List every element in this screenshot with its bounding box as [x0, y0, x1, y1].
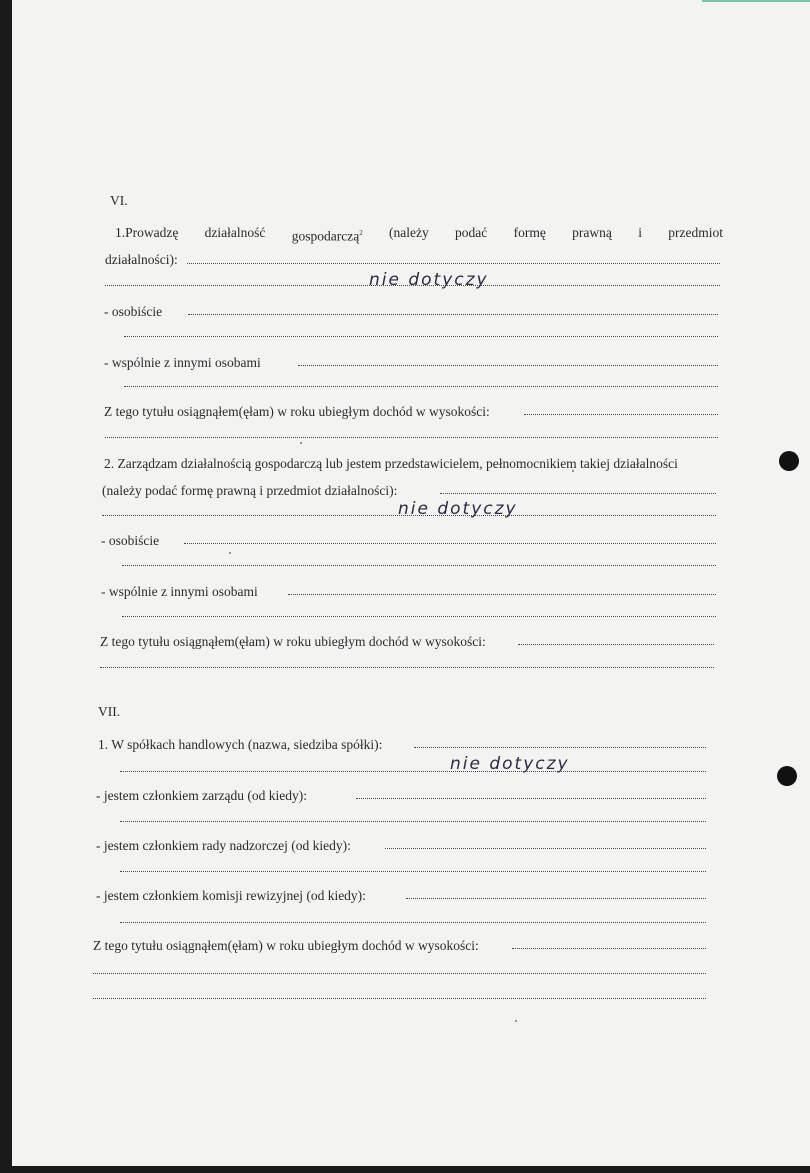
board-member-label: - jestem członkiem zarządu (od kiedy): — [96, 788, 308, 803]
jointly-label: - wspólnie z innymi osobami — [104, 355, 261, 370]
page-edge-strip — [702, 0, 810, 2]
dotted-fill-line — [100, 667, 714, 668]
section-6-item-2-line-2: (należy podać formę prawną i przedmiot działalności): — [102, 483, 398, 498]
dotted-fill-line — [184, 543, 716, 544]
dotted-fill-line — [288, 594, 716, 595]
punch-hole-bottom — [777, 766, 797, 786]
section-6-heading: VI. — [110, 193, 128, 208]
word: przedmiot — [668, 225, 723, 240]
dotted-fill-line — [93, 973, 706, 974]
scan-speck — [515, 1020, 517, 1022]
handwritten-answer: nie dotyczy — [450, 754, 570, 774]
section-6-item-1-line-1 — [115, 225, 723, 245]
punch-hole-top — [779, 451, 799, 471]
dotted-fill-line — [414, 747, 706, 748]
word-with-footnote — [292, 225, 363, 245]
dotted-fill-line — [120, 871, 706, 872]
word: podać — [455, 225, 488, 240]
dotted-fill-line — [524, 414, 718, 415]
scan-speck — [300, 442, 302, 444]
dotted-fill-line — [440, 493, 716, 494]
line-label: działalności): — [105, 252, 178, 267]
supervisory-board-label: - jestem członkiem rady nadzorczej (od kiedy): — [96, 838, 351, 853]
section-6-item-1-line-2 — [105, 252, 178, 268]
dotted-fill-line — [120, 771, 706, 772]
income-label: Z tego tytułu osiągnąłem(ęłam) w roku ubiegłym dochód w wysokości: — [104, 404, 490, 419]
dotted-fill-line — [356, 798, 706, 799]
word: gospodarczą — [291, 228, 360, 244]
dotted-fill-line — [120, 922, 706, 923]
dotted-fill-line — [124, 386, 718, 387]
section-6-item-2-line-1: 2. Zarządzam działalnością gospodarczą lub jestem przedstawicielem, pełnomocnikiem takiej działalności — [104, 456, 678, 471]
dotted-fill-line — [122, 565, 716, 566]
word: (należy — [389, 225, 429, 240]
dotted-fill-line — [512, 948, 706, 949]
dotted-fill-line — [120, 821, 706, 822]
word: działalność — [204, 225, 266, 240]
handwritten-answer: nie dotyczy — [398, 499, 518, 519]
dotted-fill-line — [122, 616, 716, 617]
section-7-heading: VII. — [98, 704, 121, 719]
income-label: Z tego tytułu osiągnąłem(ęłam) w roku ubiegłym dochód w wysokości: — [93, 938, 479, 953]
word: i — [638, 225, 642, 240]
document-page — [12, 0, 810, 1166]
dotted-fill-line — [187, 263, 720, 264]
dotted-fill-line — [188, 314, 718, 315]
word: prawną — [572, 225, 612, 240]
income-label: Z tego tytułu osiągnąłem(ęłam) w roku ubiegłym dochód w wysokości: — [100, 634, 486, 649]
jointly-label: - wspólnie z innymi osobami — [101, 584, 258, 599]
footnote-marker: 2 — [359, 229, 363, 237]
dotted-fill-line — [105, 437, 718, 438]
dotted-fill-line — [93, 998, 706, 999]
personally-label: - osobiście — [104, 304, 163, 319]
dotted-fill-line — [518, 644, 714, 645]
dotted-fill-line — [385, 848, 706, 849]
personally-label: - osobiście — [101, 533, 160, 548]
dotted-fill-line — [406, 898, 706, 899]
dotted-fill-line — [124, 336, 718, 337]
dotted-fill-line — [298, 365, 718, 366]
section-7-item-1: 1. W spółkach handlowych (nazwa, siedziba spółki): — [98, 737, 383, 752]
handwritten-answer: nie dotyczy — [369, 270, 489, 290]
scan-speck — [229, 552, 231, 554]
audit-committee-label: - jestem członkiem komisji rewizyjnej (od kiedy): — [96, 888, 366, 903]
word: 1.Prowadzę — [115, 225, 179, 240]
word: formę — [513, 225, 546, 240]
